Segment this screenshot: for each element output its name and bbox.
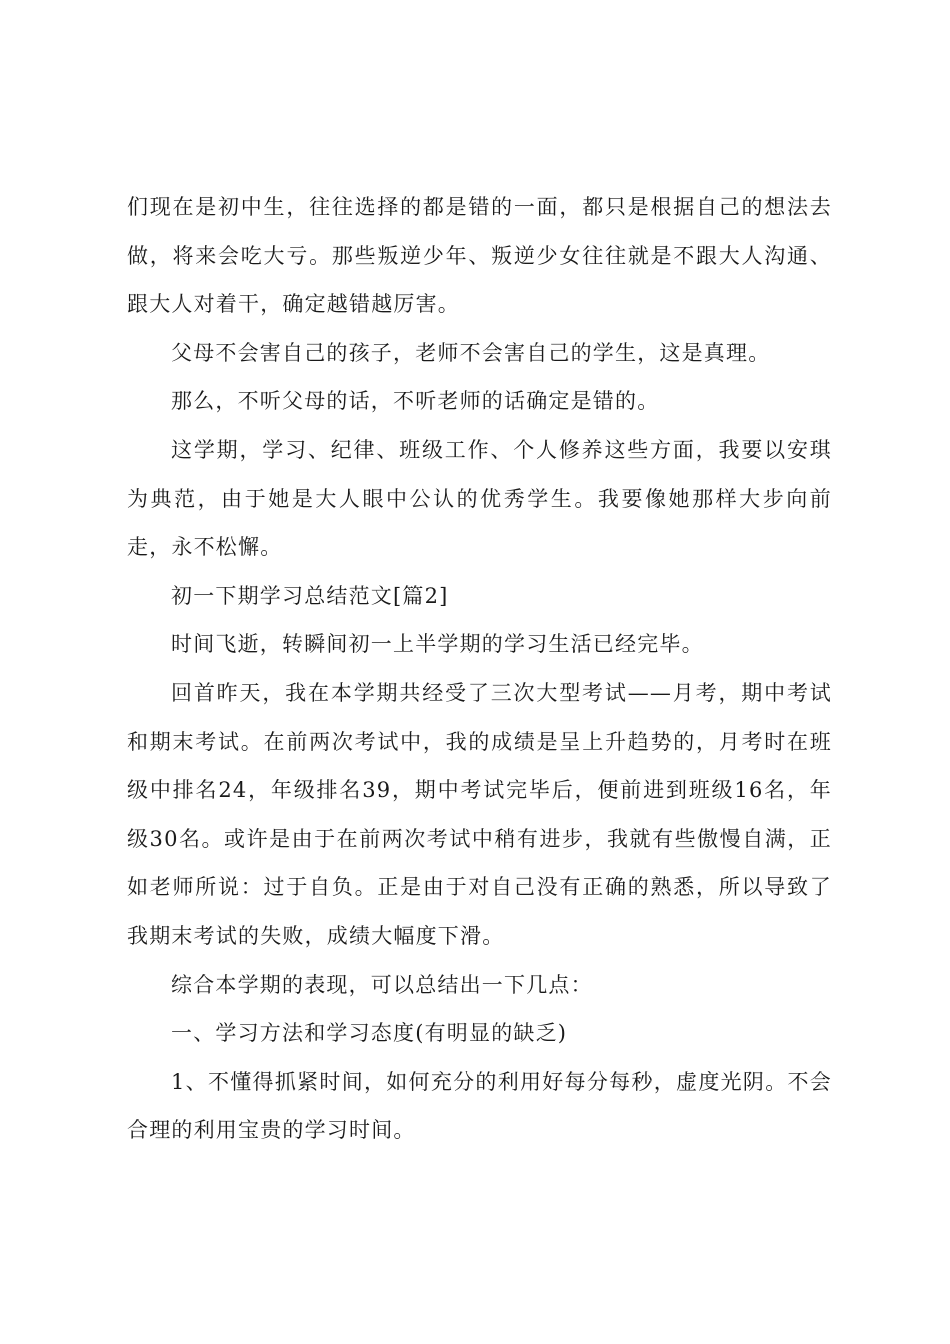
paragraph-exam-review: 回首昨天，我在本学期共经受了三次大型考试——月考，期中考试和期末考试。在前两次考试中，我的成绩是呈上升趋势的，月考时在班级中排名24，年级排名39，期中考试完毕后，便前进到班级16名，年级30名。或许是由于在前两次考试中稍有进步，我就有些傲慢自满，正如老师所说：过于自负。正是由于对自己没有正确的熟悉，所以导致了我期末考试的失败，成绩大幅度下滑。 bbox=[127, 680, 832, 948]
paragraph-summary-intro: 综合本学期的表现，可以总结出一下几点： bbox=[171, 972, 593, 997]
paragraph-conclusion: 那么，不听父母的话，不听老师的话确定是错的。 bbox=[171, 389, 660, 414]
paragraph-semester-goal: 这学期，学习、纪律、班级工作、个人修养这些方面，我要以安琪为典范，由于她是大人眼中公认的优秀学生。我要像她那样大步向前走，永不松懈。 bbox=[127, 437, 832, 560]
subheading-study-method: 一、学习方法和学习态度(有明显的缺乏) bbox=[171, 1021, 568, 1046]
section-heading: 初一下期学习总结范文[篇2] bbox=[171, 583, 449, 608]
paragraph-continuation: 们现在是初中生，往往选择的都是错的一面，都只是根据自己的想法去做，将来会吃大亏。那些叛逆少年、叛逆少女往往就是不跟大人沟通、跟大人对着干，确定越错越厉害。 bbox=[127, 195, 832, 317]
list-item-1: 1、不懂得抓紧时间，如何充分的利用好每分每秒，虚度光阴。不会合理的利用宝贵的学习时间。 bbox=[127, 1069, 832, 1143]
document-body bbox=[127, 183, 832, 1155]
paragraph-time-flies: 时间飞逝，转瞬间初一上半学期的学习生活已经完毕。 bbox=[171, 632, 704, 657]
paragraph-parents-teachers: 父母不会害自己的孩子，老师不会害自己的学生，这是真理。 bbox=[171, 340, 771, 365]
